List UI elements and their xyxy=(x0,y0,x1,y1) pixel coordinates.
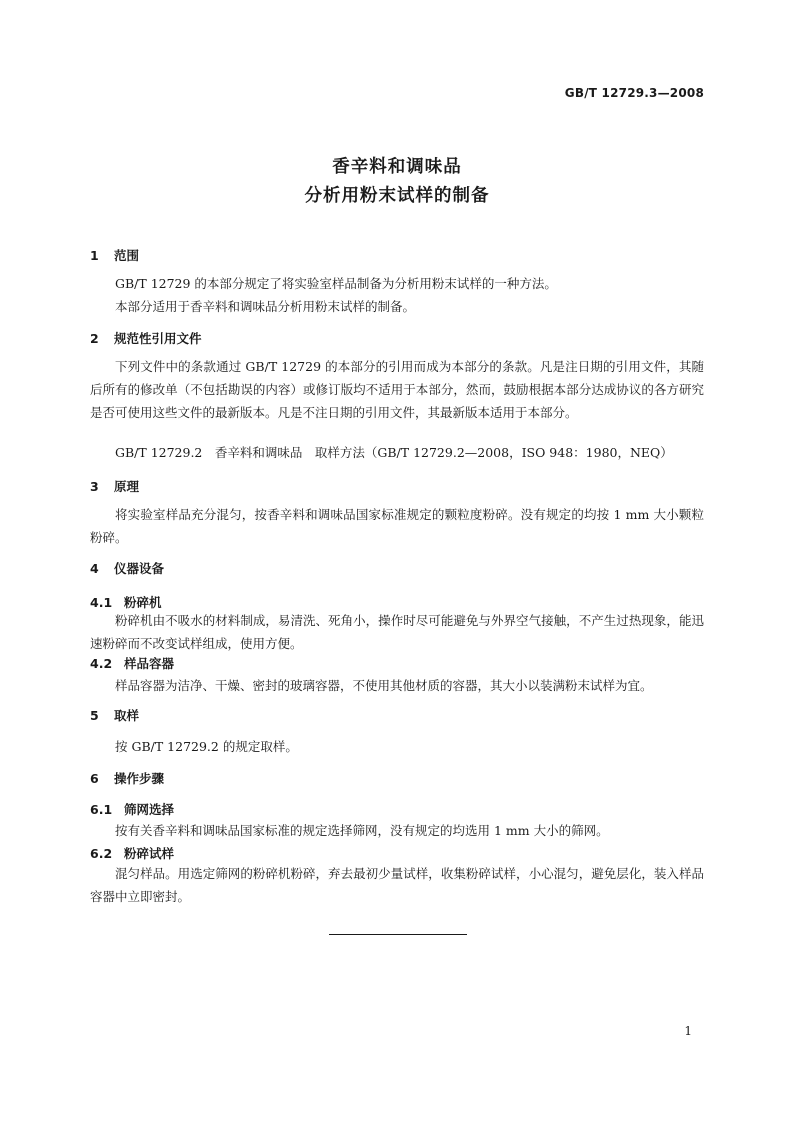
standard-code: GB/T 12729.3—2008 xyxy=(564,86,704,100)
subsection-heading-grinding xyxy=(90,846,174,862)
section-title: 筛网选择 xyxy=(124,802,175,817)
section-title: 范围 xyxy=(114,248,140,263)
section-number: 6.2 xyxy=(90,846,113,861)
paragraph: 样品容器为洁净、干燥、密封的玻璃容器，不使用其他材质的容器，其大小以装满粉末试样为宜。 xyxy=(115,678,653,693)
paragraph: GB/T 12729 的本部分规定了将实验室样品制备为分析用粉末试样的一种方法。 xyxy=(115,276,557,291)
section-title: 粉碎试样 xyxy=(124,846,175,861)
reference-entry: GB/T 12729.2 香辛料和调味品 取样方法（GB/T 12729.2—2008，ISO 948：1980，NEQ） xyxy=(115,445,673,460)
section-heading-scope xyxy=(90,248,139,264)
section-number: 1 xyxy=(90,248,99,263)
section-number: 5 xyxy=(90,708,99,723)
section-number: 6 xyxy=(90,771,99,786)
section-number: 2 xyxy=(90,331,99,346)
section-heading-sampling xyxy=(90,708,139,724)
paragraph: 粉碎机由不吸水的材料制成，易清洗、死角小，操作时尽可能避免与外界空气接触，不产生过热现象，能迅速粉碎而不改变试样组成，使用方便。 xyxy=(90,613,704,651)
section-number: 4.1 xyxy=(90,595,113,610)
section-title: 粉碎机 xyxy=(124,595,162,610)
section-heading-principle xyxy=(90,479,139,495)
paragraph: 按有关香辛料和调味品国家标准的规定选择筛网，没有规定的均选用 1 mm 大小的筛网。 xyxy=(115,823,609,838)
paragraph: 混匀样品。用选定筛网的粉碎机粉碎，弃去最初少量试样，收集粉碎试样，小心混匀，避免层化，装入样品容器中立即密封。 xyxy=(90,866,704,904)
section-number: 4 xyxy=(90,561,99,576)
section-number: 6.1 xyxy=(90,802,113,817)
paragraph: 按 GB/T 12729.2 的规定取样。 xyxy=(115,739,298,754)
page-number: 1 xyxy=(684,1024,692,1038)
document-title-line2: 分析用粉末试样的制备 xyxy=(304,186,490,206)
section-title: 规范性引用文件 xyxy=(114,331,202,346)
section-title: 样品容器 xyxy=(124,656,175,671)
paragraph: 本部分适用于香辛料和调味品分析用粉末试样的制备。 xyxy=(115,299,416,314)
section-heading-apparatus xyxy=(90,561,164,577)
section-title: 取样 xyxy=(114,708,140,723)
document-title-line1: 香辛料和调味品 xyxy=(332,157,462,177)
section-title: 操作步骤 xyxy=(114,771,165,786)
section-number: 3 xyxy=(90,479,99,494)
paragraph: 下列文件中的条款通过 GB/T 12729 的本部分的引用而成为本部分的条款。凡是注日期的引用文件，其随后所有的修改单（不包括勘误的内容）或修订版均不适用于本部分，然而，鼓励根据本部分达成协议的各方研究是否可使用这些文件的最新版本。凡是不注日期的引用文件，其最新版本适用于本部分。 xyxy=(90,359,704,420)
end-rule xyxy=(329,934,467,935)
paragraph: 将实验室样品充分混匀，按香辛料和调味品国家标准规定的颗粒度粉碎。没有规定的均按 1 mm 大小颗粒粉碎。 xyxy=(90,507,704,545)
section-number: 4.2 xyxy=(90,656,113,671)
section-title: 仪器设备 xyxy=(114,561,165,576)
subsection-heading-sieve-selection xyxy=(90,802,174,818)
section-heading-procedure xyxy=(90,771,164,787)
subsection-heading-sample-container xyxy=(90,656,174,672)
section-title: 原理 xyxy=(114,479,140,494)
section-heading-normative-references xyxy=(90,331,202,347)
